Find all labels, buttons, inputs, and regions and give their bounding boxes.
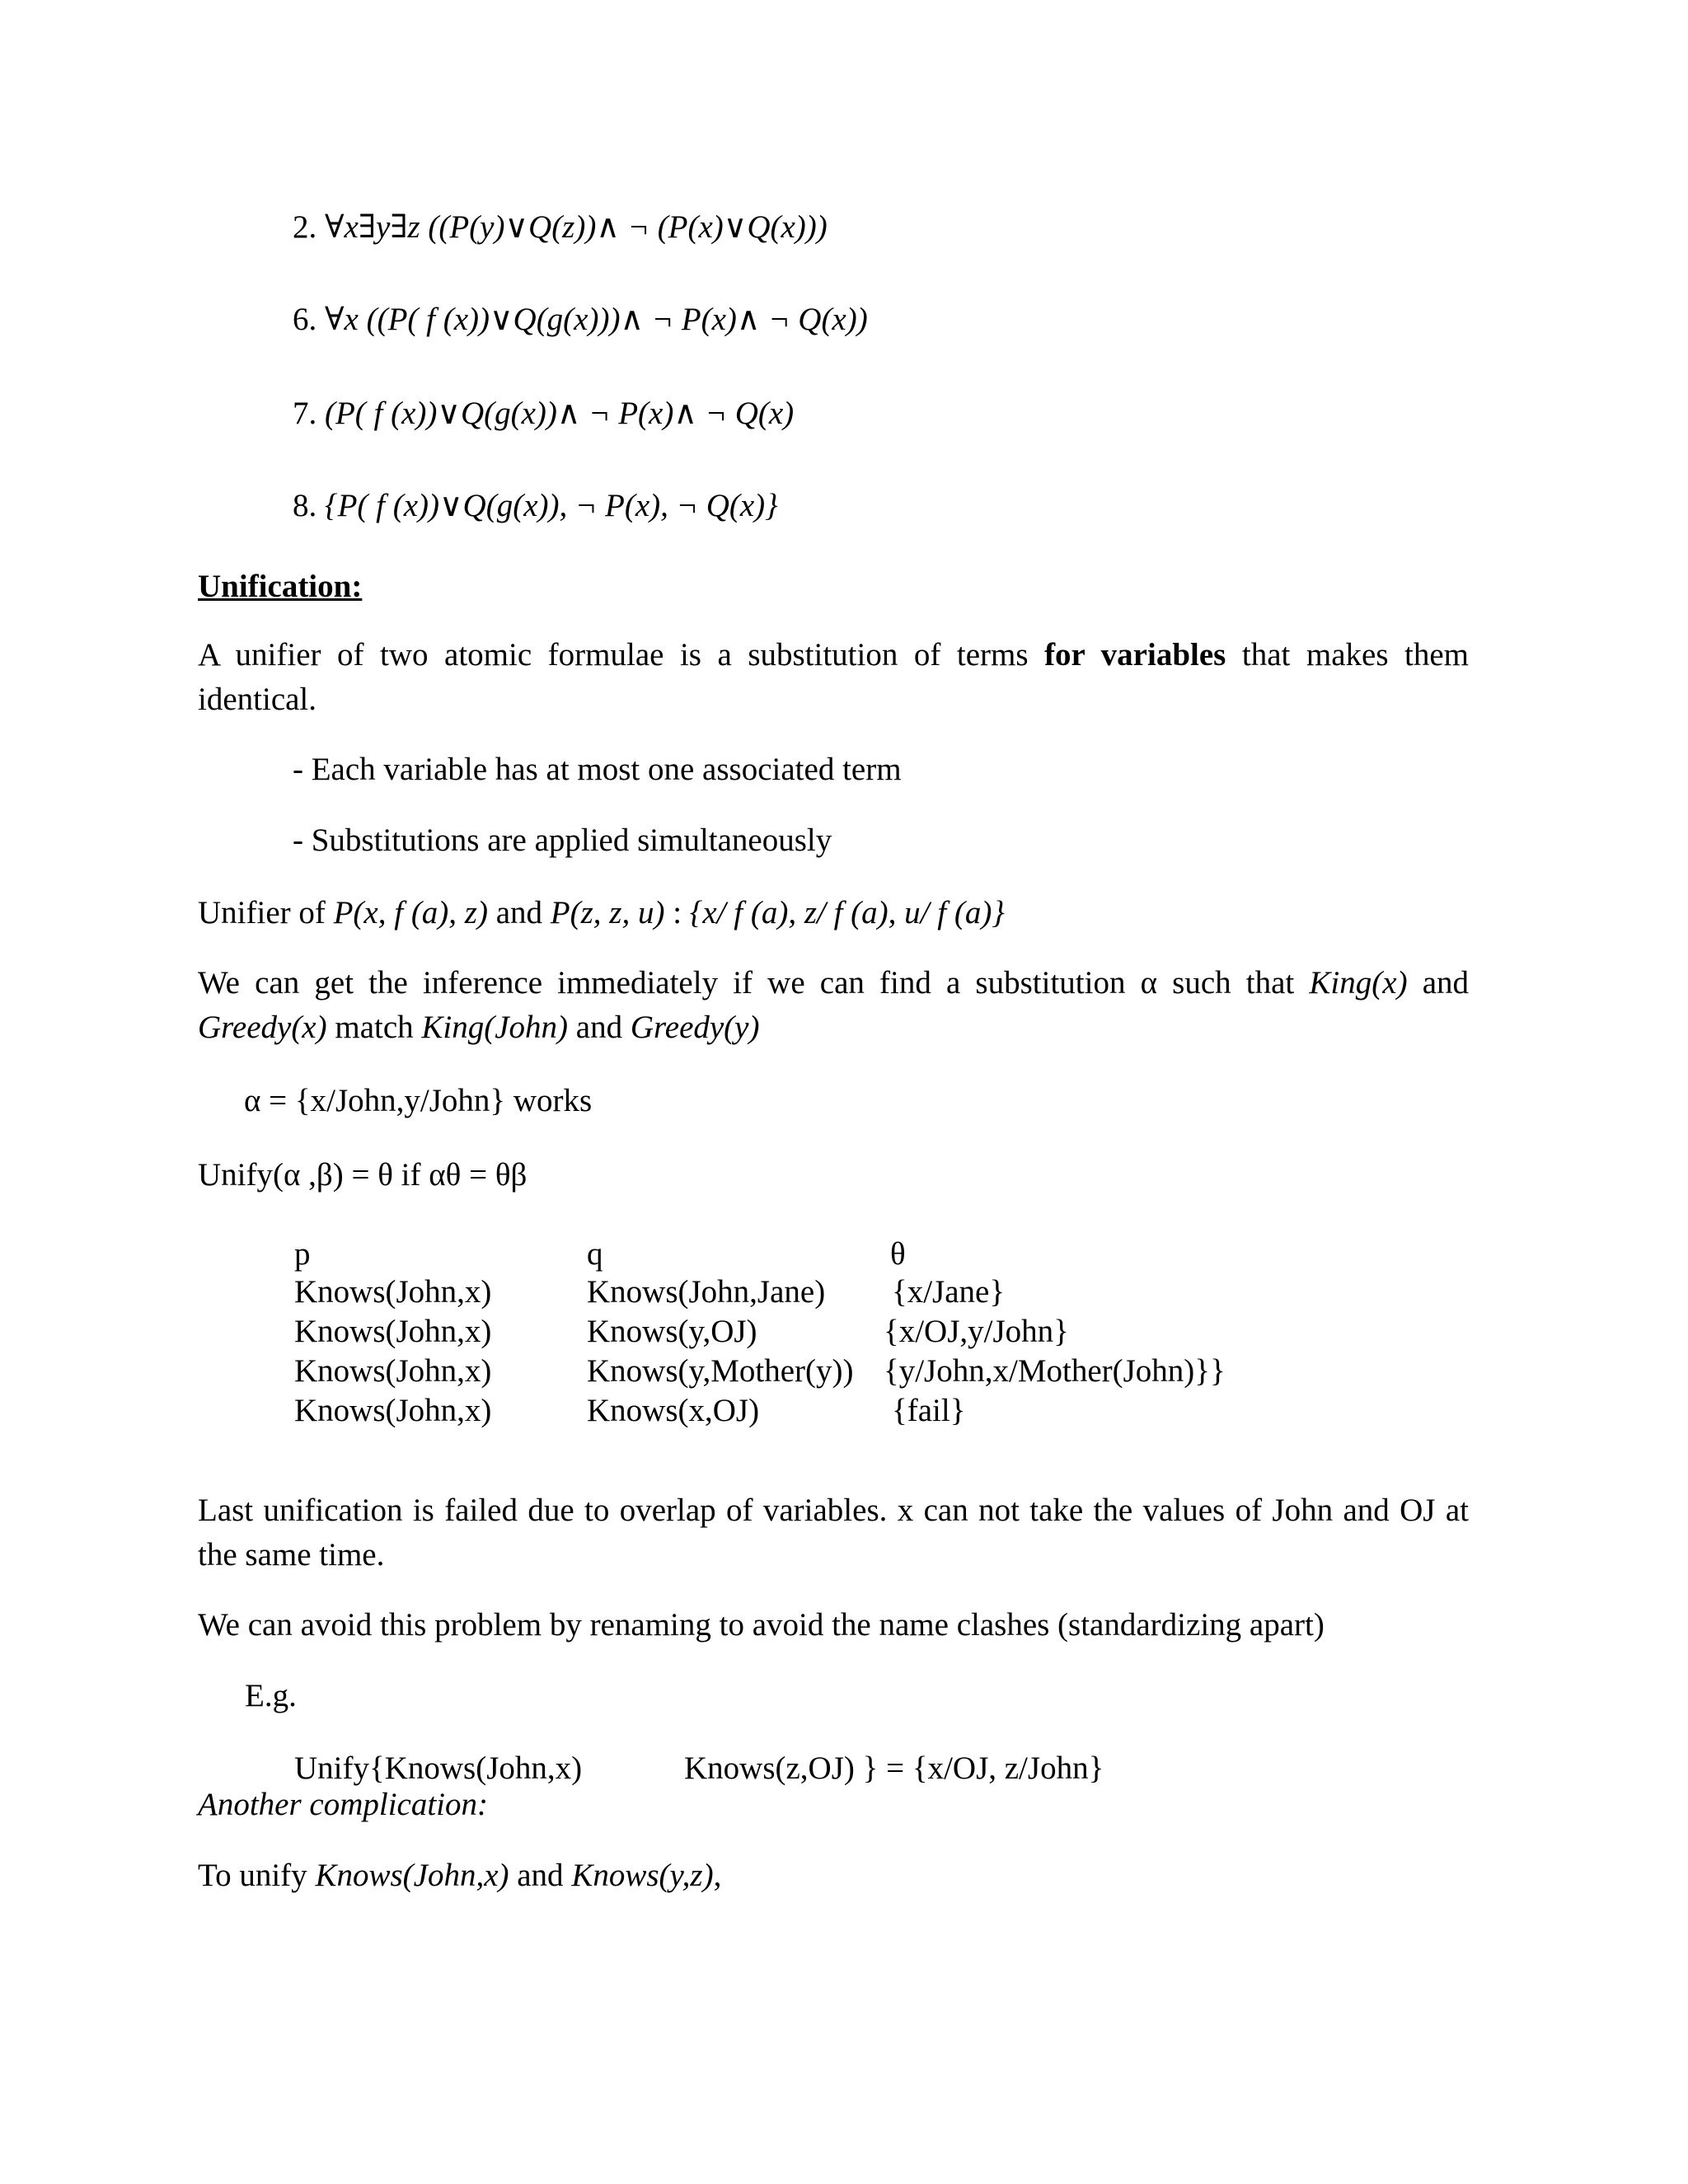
to-unify-line bbox=[198, 1854, 721, 1898]
table-cell-q: Knows(y,Mother(y)) bbox=[587, 1353, 854, 1389]
inference-text: match bbox=[335, 1010, 414, 1045]
inference-term: Greedy(x) bbox=[198, 1010, 327, 1045]
failure-explanation: Last unification is failed due to overlap of variables. x can not take the values of John and OJ at the same time. bbox=[198, 1493, 1469, 1572]
formula-number: 7. bbox=[293, 396, 317, 431]
inference-text: and bbox=[575, 1010, 623, 1045]
example-unify-a: Unify{Knows(John,x) bbox=[294, 1750, 583, 1786]
unifier-term-2: P(z, z, u) bbox=[550, 895, 665, 930]
unify-definition: Unify(α ,β) = θ if αθ = θβ bbox=[198, 1157, 528, 1193]
formula-text: (P( f (x))∨Q(g(x))∧ ¬ P(x)∧ ¬ Q(x) bbox=[325, 396, 795, 431]
another-complication: Another complication: bbox=[198, 1787, 489, 1822]
formula-6 bbox=[293, 298, 868, 342]
table-header-p: p bbox=[294, 1236, 311, 1272]
to-unify-term: Knows(John,x) bbox=[315, 1858, 509, 1893]
to-unify-comma: , bbox=[713, 1858, 722, 1893]
unifier-prefix: Unifier of bbox=[198, 895, 326, 930]
section-heading: Unification: bbox=[198, 569, 363, 604]
inference-text: We can get the inference immediately if we can find a substitution α such that bbox=[198, 965, 1295, 1001]
formula-number: 2. bbox=[293, 209, 317, 245]
example-unify-b: Knows(z,OJ) } = {x/OJ, z/John} bbox=[684, 1750, 1104, 1786]
table-cell-theta: {fail} bbox=[892, 1393, 966, 1428]
unifier-example bbox=[198, 892, 1005, 935]
example-label: E.g. bbox=[245, 1678, 297, 1713]
alpha-substitution: α = {x/John,y/John} works bbox=[244, 1083, 593, 1118]
table-cell-q: Knows(y,OJ) bbox=[587, 1314, 757, 1349]
formula-text: ∀x∃y∃z ((P(y)∨Q(z))∧ ¬ (P(x)∨Q(x))) bbox=[325, 209, 828, 245]
table-cell-p: Knows(John,x) bbox=[294, 1314, 492, 1349]
formula-7 bbox=[293, 392, 794, 436]
inference-text: and bbox=[1422, 965, 1470, 1001]
formula-2 bbox=[293, 206, 828, 250]
table-cell-p: Knows(John,x) bbox=[294, 1274, 492, 1310]
formula-number: 6. bbox=[293, 302, 317, 337]
table-cell-theta: {x/OJ,y/John} bbox=[884, 1314, 1069, 1349]
inference-term: Greedy(y) bbox=[630, 1010, 760, 1045]
table-cell-theta: {y/John,x/Mother(John)}} bbox=[884, 1353, 1226, 1389]
to-unify-text: and bbox=[517, 1858, 564, 1893]
formula-8 bbox=[293, 485, 778, 528]
definition-bold: for variables bbox=[1044, 637, 1226, 673]
bullet-item: - Substitutions are applied simultaneously bbox=[293, 823, 832, 858]
table-cell-p: Knows(John,x) bbox=[294, 1393, 492, 1428]
table-cell-p: Knows(John,x) bbox=[294, 1353, 492, 1389]
unifier-term-1: P(x, f (a), z) bbox=[333, 895, 488, 930]
formula-number: 8. bbox=[293, 488, 317, 523]
to-unify-term: Knows(y,z) bbox=[571, 1858, 714, 1893]
standardizing-apart-text: We can avoid this problem by renaming to avoid the name clashes (standardizing apart) bbox=[198, 1607, 1325, 1643]
unifier-and: and bbox=[495, 895, 543, 930]
table-cell-theta: {x/Jane} bbox=[892, 1274, 1006, 1310]
inference-paragraph bbox=[198, 961, 1469, 1050]
inference-term: King(John) bbox=[421, 1010, 569, 1045]
unifier-result: {x/ f (a), z/ f (a), u/ f (a)} bbox=[689, 895, 1005, 930]
bullet-item: - Each variable has at most one associated term bbox=[293, 752, 902, 787]
definition-text: A unifier of two atomic formulae is a substitution of terms bbox=[198, 637, 1029, 673]
definition-paragraph bbox=[198, 633, 1469, 722]
table-header-theta: θ bbox=[890, 1236, 906, 1272]
formula-text: {P( f (x))∨Q(g(x)), ¬ P(x), ¬ Q(x)} bbox=[325, 488, 778, 523]
table-cell-q: Knows(John,Jane) bbox=[587, 1274, 826, 1310]
table-cell-q: Knows(x,OJ) bbox=[587, 1393, 760, 1428]
table-header-q: q bbox=[587, 1236, 603, 1272]
definition-text-end: that makes them identical. bbox=[198, 637, 1470, 717]
inference-term: King(x) bbox=[1309, 965, 1408, 1001]
to-unify-text: To unify bbox=[198, 1858, 307, 1893]
unifier-colon: : bbox=[673, 895, 682, 930]
formula-text: ∀x ((P( f (x))∨Q(g(x)))∧ ¬ P(x)∧ ¬ Q(x)) bbox=[325, 302, 868, 337]
